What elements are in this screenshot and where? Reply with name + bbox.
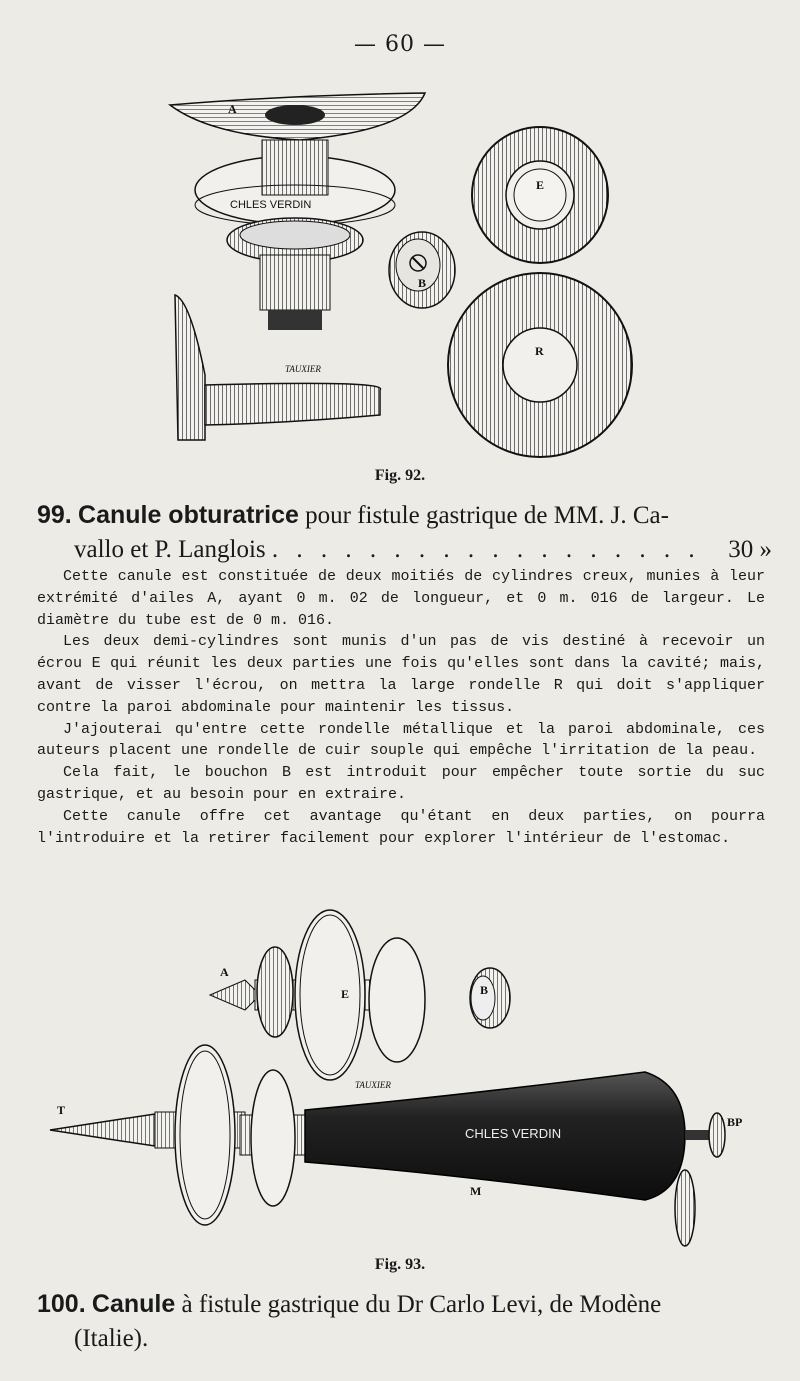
label-a-93: A (220, 965, 229, 979)
label-a-92: A (228, 102, 237, 116)
paragraph: Cela fait, le bouchon B est introduit pour empêcher toute sortie du suc gastrique, et au besoin pour en extraire. (37, 764, 765, 803)
section-99-leader-dots: . . . . . . . . . . . . . . . . . . (271, 536, 701, 563)
page-number: — 60 — (354, 32, 446, 57)
paragraph: J'ajouterai qu'entre cette rondelle métallique et la paroi abdominale, ces auteurs placent une rondelle de cuir souple qui empêche l'irritation de la peau. (37, 720, 765, 760)
figure-93-caption: Fig. 93. (374, 1256, 426, 1273)
section-99-body (37, 566, 765, 849)
section-99-heading (37, 498, 772, 567)
section-99-title-bold: Canule obturatrice (78, 501, 299, 529)
paragraph: Cette canule est constituée de deux moitiés de cylindres creux, munies à leur extrémité d'ailes A, ayant 0 m. 02 de longueur, et 0 m. 016 de largeur. Le diamètre du tube est de 0 m. 016. (37, 568, 765, 629)
section-100-title-rest: à fistule gastrique du Dr Carlo Levi, de Modène (181, 1291, 662, 1318)
figure-92-caption: Fig. 92. (374, 467, 426, 484)
section-99-price: 30 » (728, 536, 772, 563)
engraver-signature-93: TAUXIER (355, 1080, 391, 1090)
section-100-heading (37, 1287, 772, 1356)
paragraph: Les deux demi-cylindres sont munis d'un pas de vis destiné à recevoir un écrou E qui réunit les deux parties une fois qu'elles sont dans la cavité; mais, avant de visser l'écrou, on mettra la large rondelle R qui doit s'appliquer contre la paroi abdominale pour maintenir les tissus. (37, 633, 765, 716)
paragraph: Cette canule offre cet avantage qu'étant en deux parties, on pourra l'introduire et la retirer facilement pour explorer l'intérieur de l'estomac. (37, 807, 765, 847)
section-99-number: 99. (37, 501, 72, 529)
engraver-signature-92: TAUXIER (285, 364, 321, 374)
section-100-title-bold: Canule (91, 1290, 176, 1318)
label-t-93: T (57, 1103, 66, 1117)
figure-93-illustration (45, 900, 765, 1260)
label-e-93: E (341, 987, 350, 1001)
section-99-title-rest: pour fistule gastrique de MM. J. Ca- (305, 502, 669, 529)
section-99-title-line2: vallo et P. Langlois (74, 536, 266, 563)
label-b-93: B (480, 983, 489, 997)
section-100-number: 100. (37, 1290, 86, 1318)
verdin-mark-93: CHLES VERDIN (465, 1126, 562, 1141)
label-b-92: B (418, 276, 427, 290)
label-m-93: M (470, 1184, 482, 1198)
label-bp-93: BP (727, 1115, 743, 1129)
section-100-title-line2: (Italie). (74, 1325, 149, 1352)
verdin-mark-92: CHLES VERDIN (230, 199, 312, 211)
label-e-92: E (536, 178, 545, 192)
label-r-92: R (535, 344, 544, 358)
figure-92-illustration (150, 85, 640, 470)
